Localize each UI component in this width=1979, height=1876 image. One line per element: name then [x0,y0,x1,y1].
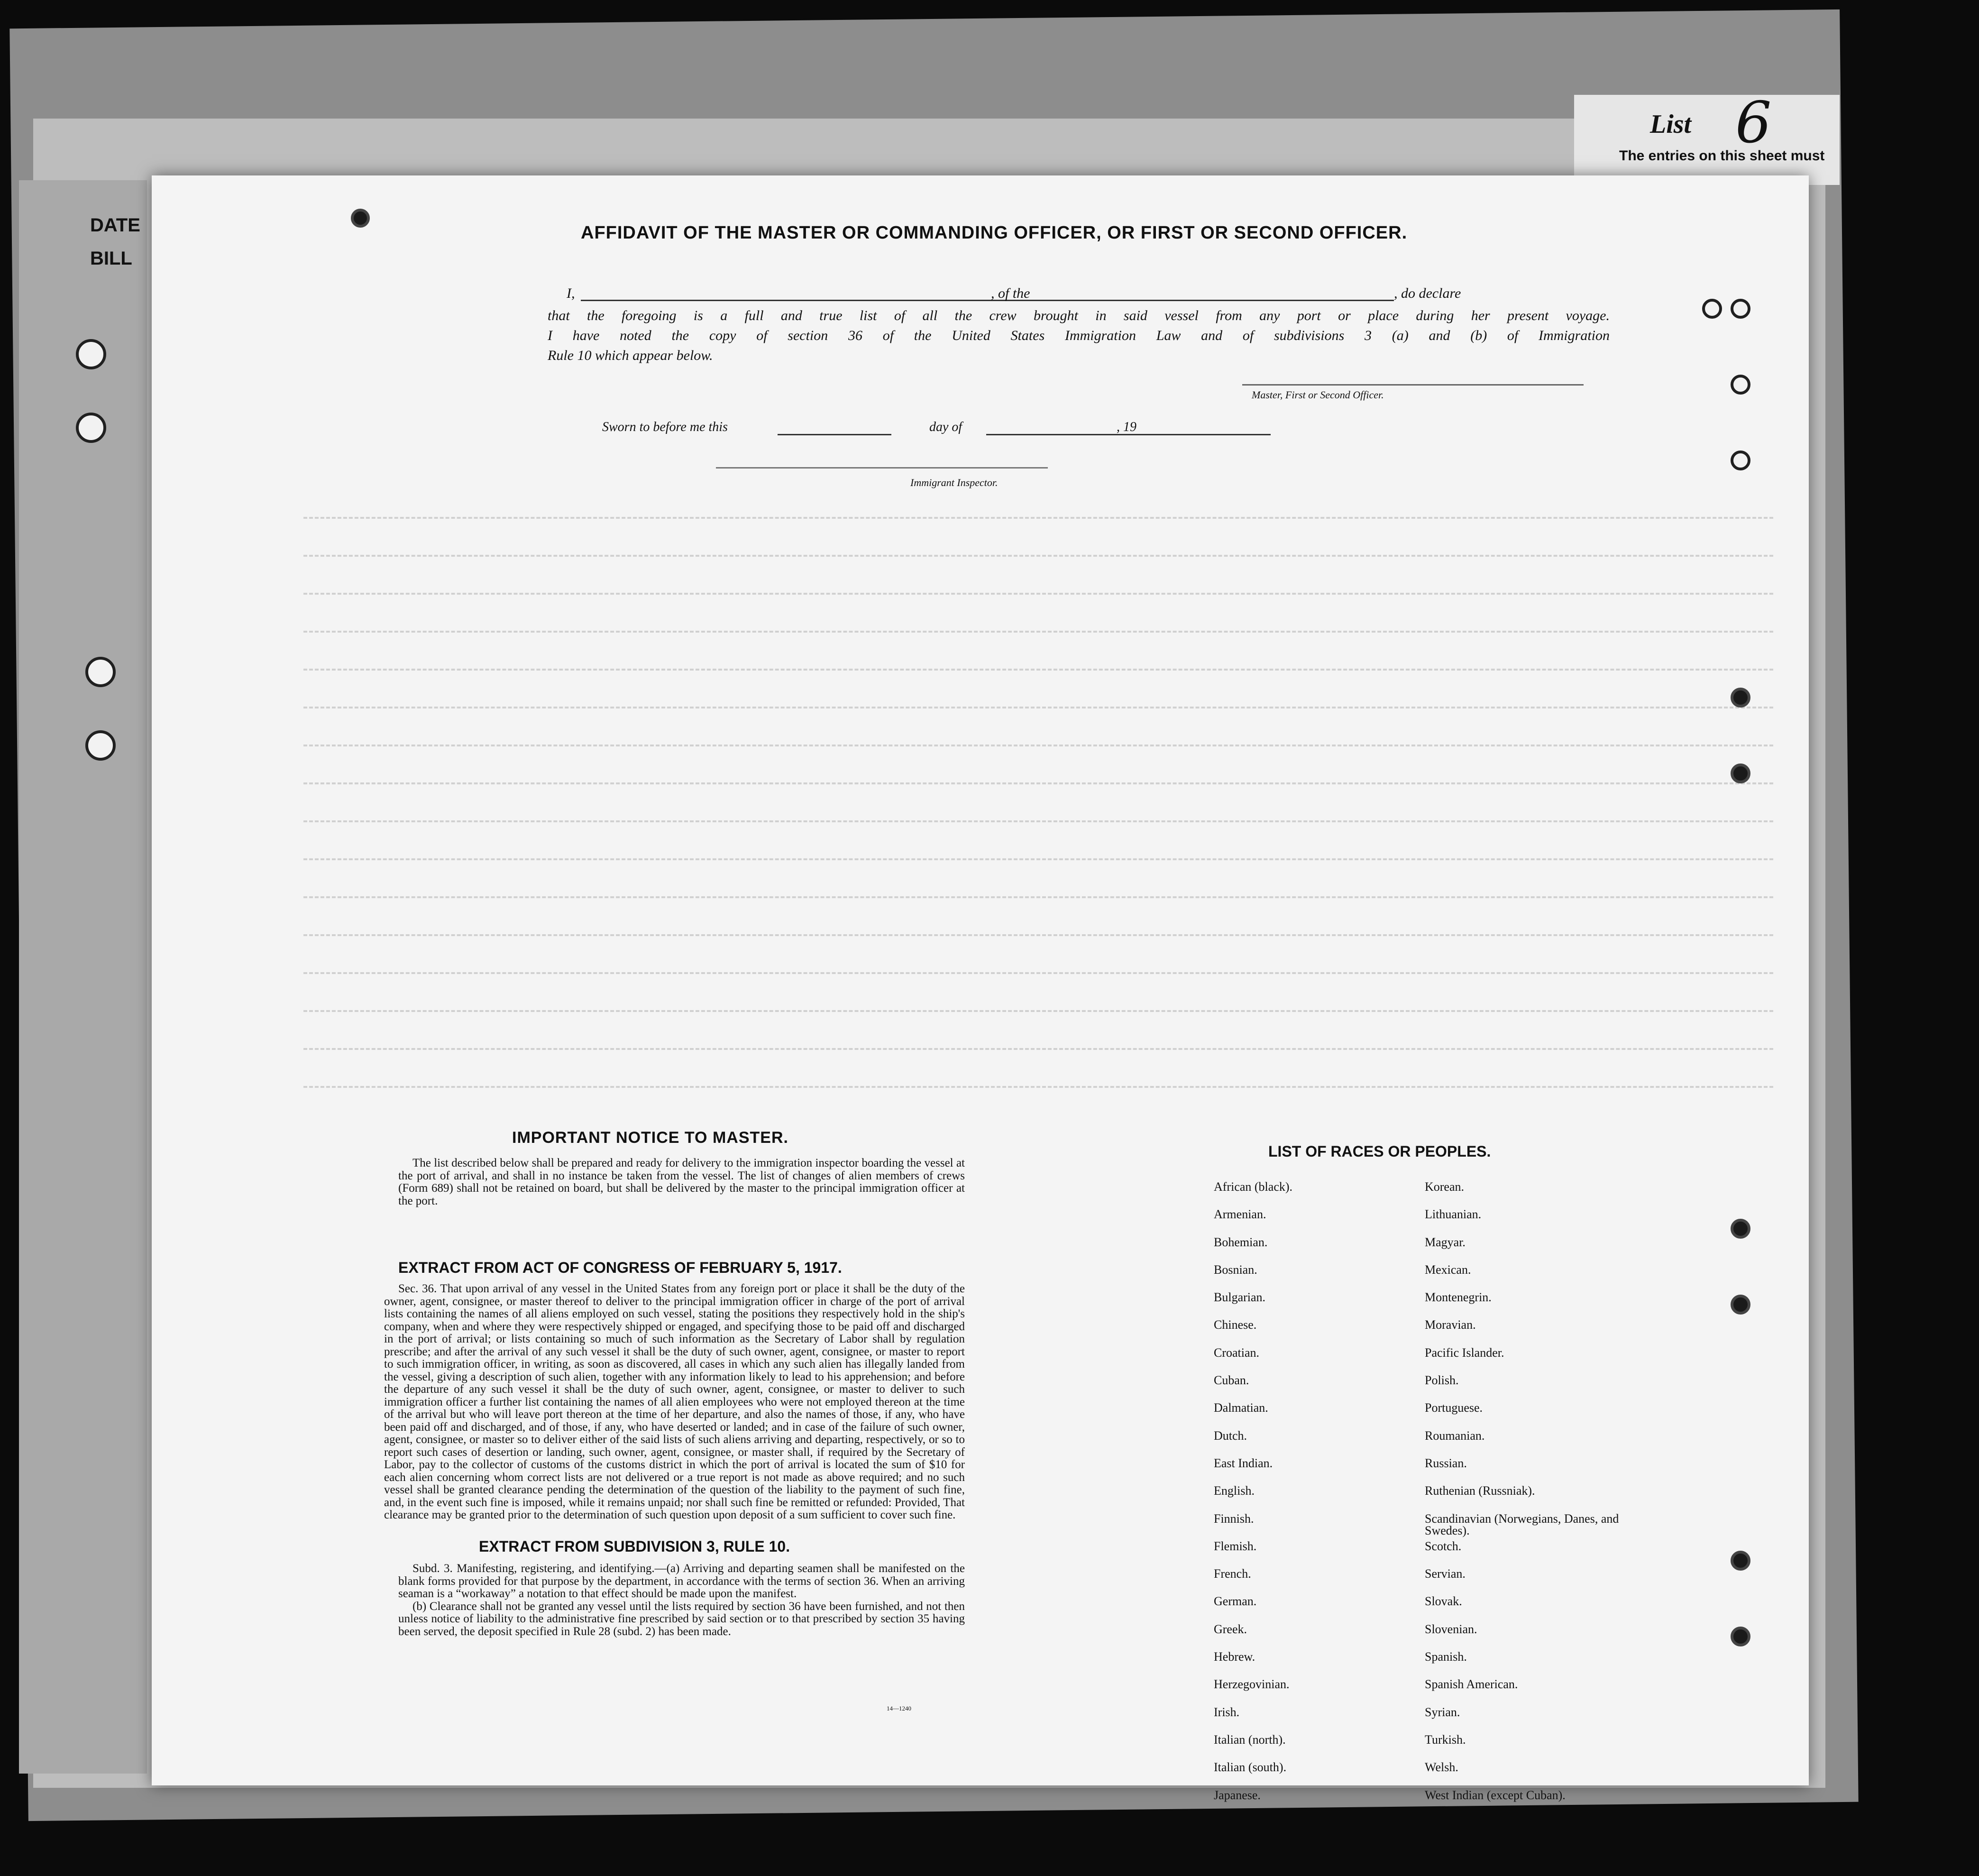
race-item: Chinese. [1214,1318,1257,1332]
affidavit-i: I, [567,285,575,301]
extract-rule-para-b: (b) Clearance shall not be granted any vessel until the lists required by section 36 have been furnished, and not then unless notice of liability to the administrative fine prescribed by said section or to that prescribed by section 35 having been served, the deposit specified in Rule 28 (subd. 2) has been made. [398,1600,965,1638]
bleed-through-row [303,631,1773,643]
race-item: Spanish. [1425,1650,1467,1664]
race-item: Scandinavian (Norwegians, Danes, and Swedes). [1425,1511,1619,1537]
binder-hole-icon [85,730,116,761]
bleed-through-row [303,517,1773,529]
extract-rule-para-a: Subd. 3. Manifesting, registering, and identifying.—(a) Arriving and departing seamen shall be manifested on the blank forms provided for that purpose by the department, in accordance with the terms of section 36. When an arriving seaman is a “workaway” a notation to that effect should be made upon the manifest. [398,1562,965,1600]
edge-tab-text [90,209,140,275]
punch-hole-icon [1731,299,1750,319]
bleed-through-row [303,669,1773,681]
race-item: Slovak. [1425,1594,1462,1609]
affidavit-line4: Rule 10 which appear below. [548,348,713,363]
race-item: Spanish American. [1425,1677,1518,1692]
race-item: Bulgarian. [1214,1290,1266,1305]
affidavit-body [548,306,1610,366]
punch-hole-icon [1702,299,1722,319]
extract-act-title: EXTRACT FROM ACT OF CONGRESS OF FEBRUARY 5, 1917. [398,1259,842,1276]
race-item: Lithuanian. [1425,1207,1482,1222]
bleed-through-row [303,707,1773,719]
race-item: Scotch. [1425,1539,1462,1553]
race-item: East Indian. [1214,1456,1273,1470]
master-signature-line [1242,384,1584,386]
inspector-label: Immigrant Inspector. [910,477,998,488]
punch-hole-icon [1731,1551,1750,1571]
list-note: The entries on this sheet must [1619,148,1825,164]
punch-hole-icon [351,209,370,228]
bleed-through-row [303,1086,1773,1098]
edge-tab-line1: DATE [90,215,140,236]
punch-hole-icon [1731,763,1750,783]
affidavit-line3: I have noted the copy of section 36 of the United States Immigration Law and of subdivisions 3 (a) and (b) of Immigration [548,328,1610,343]
sworn-day-blank [778,434,891,435]
race-item: Cuban. [1214,1373,1249,1388]
notice-paragraph: The list described below shall be prepared and ready for delivery to the immigration inspector boarding the vessel at the port of arrival, and shall in no instance be taken from the vessel. The list of changes of alien members of crews (Form 689) shall not be retained on board, but shall be delivered by the master to the principal immigration officer at the port. [398,1157,965,1207]
affidavit-line2: that the foregoing is a full and true list of all the crew brought in said vessel from any port or place during her present voyage. [548,308,1610,323]
race-item: Irish. [1214,1705,1240,1719]
affidavit-of-the: , of the [991,285,1030,301]
race-item: Armenian. [1214,1207,1266,1222]
affidavit-title: AFFIDAVIT OF THE MASTER OR COMMANDING OFFICER, OR FIRST OR SECOND OFFICER. [581,223,1408,243]
binder-hole-icon [76,413,106,443]
race-item: Flemish. [1214,1539,1257,1553]
bleed-through-row [303,593,1773,605]
extract-rule-text [398,1563,965,1638]
race-item: Turkish. [1425,1732,1466,1747]
sworn-label: Sworn to before me this [602,420,728,434]
races-column-1 [1214,1181,1403,1817]
race-item: Portuguese. [1425,1401,1483,1415]
race-item: Syrian. [1425,1705,1460,1719]
race-item: Moravian. [1425,1318,1476,1332]
inspector-signature-line [716,467,1048,469]
bleed-through-row [303,858,1773,871]
race-item: Italian (north). [1214,1732,1286,1747]
bleed-through-row [303,972,1773,984]
race-item: Bosnian. [1214,1262,1257,1277]
affidavit-declare: , do declare [1394,285,1461,301]
extract-rule-title: EXTRACT FROM SUBDIVISION 3, RULE 10. [479,1538,790,1555]
master-label: Master, First or Second Officer. [1252,389,1384,401]
bleed-through-row [303,1048,1773,1060]
race-item: English. [1214,1484,1255,1498]
list-number: 6 [1735,90,1772,156]
extract-act-text [384,1283,965,1522]
races-title: LIST OF RACES OR PEOPLES. [1268,1143,1491,1160]
year-label: , 19 [1117,420,1136,434]
race-item: West Indian (except Cuban). [1425,1788,1566,1802]
notice-title: IMPORTANT NOTICE TO MASTER. [512,1129,788,1147]
bleed-through-row [303,782,1773,795]
race-item: Herzegovinian. [1214,1677,1290,1692]
punch-hole-icon [1731,451,1750,470]
bleed-through-row [303,555,1773,567]
race-item: Greek. [1214,1622,1247,1636]
punch-hole-icon [1731,1627,1750,1646]
binder-hole-icon [85,657,116,687]
race-item: Japanese. [1214,1788,1261,1802]
list-label: List [1650,110,1692,139]
bleed-through-row [303,745,1773,757]
punch-hole-icon [1731,1219,1750,1239]
race-item: Finnish. [1214,1511,1254,1526]
race-item: Croatian. [1214,1345,1260,1360]
form-number: 14—1240 [887,1705,911,1712]
edge-tab-line2: BILL [90,248,132,269]
bleed-through-row [303,1010,1773,1022]
race-item: Pacific Islander. [1425,1345,1504,1360]
binder-hole-icon [76,339,106,369]
race-item: Servian. [1425,1567,1466,1581]
race-item: Magyar. [1425,1235,1466,1249]
day-of-label: day of [929,420,962,434]
bleed-through-row [303,820,1773,833]
bleed-through-row [303,896,1773,909]
race-item: Ruthenian (Russniak). [1425,1484,1535,1498]
race-item: Welsh. [1425,1760,1458,1775]
race-item: Dalmatian. [1214,1401,1268,1415]
race-item: Bohemian. [1214,1235,1268,1249]
race-item: Polish. [1425,1373,1459,1388]
race-item: Roumanian. [1425,1428,1485,1443]
vessel-blank [1053,300,1394,301]
notice-text [398,1157,965,1207]
punch-hole-icon [1731,375,1750,395]
race-item: Italian (south). [1214,1760,1287,1775]
extract-act-paragraph: Sec. 36. That upon arrival of any vessel in the United States from any foreign port or place it shall be the duty of the owner, agent, consignee, or master thereof to deliver to the principal immigration officer in charge of the port of arrival lists containing the names of all aliens employed on such vessel, stating the positions they respectively hold in the ship's company, when and where they were respectively shipped or engaged, and specifying those to be paid off and discharged in the port of arrival; or lists containing so much of such information as the Secretary of Labor shall by regulation prescribe; and after the arrival of any such vessel it shall be the duty of such owner, agent, consignee, or master to report to such immigration officer, in writing, as soon as discovered, all cases in which any such alien has illegally landed from the vessel, giving a description of such alien, together with any information likely to lead to his apprehension; and before the departure of any such vessel it shall be the duty of such owner, agent, consignee, or master to deliver to such immigration officer a further list containing the names of all alien employees who were not employed thereon at the time of the arrival but who will leave port thereon at the time of her departure, and also the names of those, if any, who have been paid off and discharged, and of those, if any, who have deserted or landed; and in case of the failure of such owner, agent, consignee, or master so to deliver either of the said lists of such aliens arriving and departing, respectively, or so to report such cases of desertion or landing, such owner, agent, consignee, or master shall, if required by the Secretary of Labor, pay to the collector of customs of the customs district in which the port of arrival is located the sum of $10 for each alien concerning whom correct lists are not delivered or a true report is not made as above required; and no such vessel shall be granted clearance pending the determination of the question of the liability to the payment of such fine, and, in the event such fine is imposed, while it remains unpaid; nor shall such fine be remitted or refunded: Provided, That clearance may be granted prior to the determination of such question upon deposit of a sum sufficient to cover such fine. [384,1282,965,1521]
race-item: French. [1214,1567,1251,1581]
race-item: Mexican. [1425,1262,1471,1277]
race-item: Montenegrin. [1425,1290,1492,1305]
affidavit-sheet [152,175,1809,1802]
punch-hole-icon [1731,1295,1750,1315]
bleed-through-row [303,934,1773,947]
race-item: African (black). [1214,1180,1293,1194]
races-column-2 [1425,1181,1624,1817]
race-item: Russian. [1425,1456,1467,1470]
list-tag [1574,95,1840,185]
race-item: Korean. [1425,1180,1465,1194]
race-item: Hebrew. [1214,1650,1255,1664]
race-item: Dutch. [1214,1428,1247,1443]
race-item: German. [1214,1594,1257,1609]
race-item: Slovenian. [1425,1622,1477,1636]
punch-hole-icon [1731,688,1750,708]
